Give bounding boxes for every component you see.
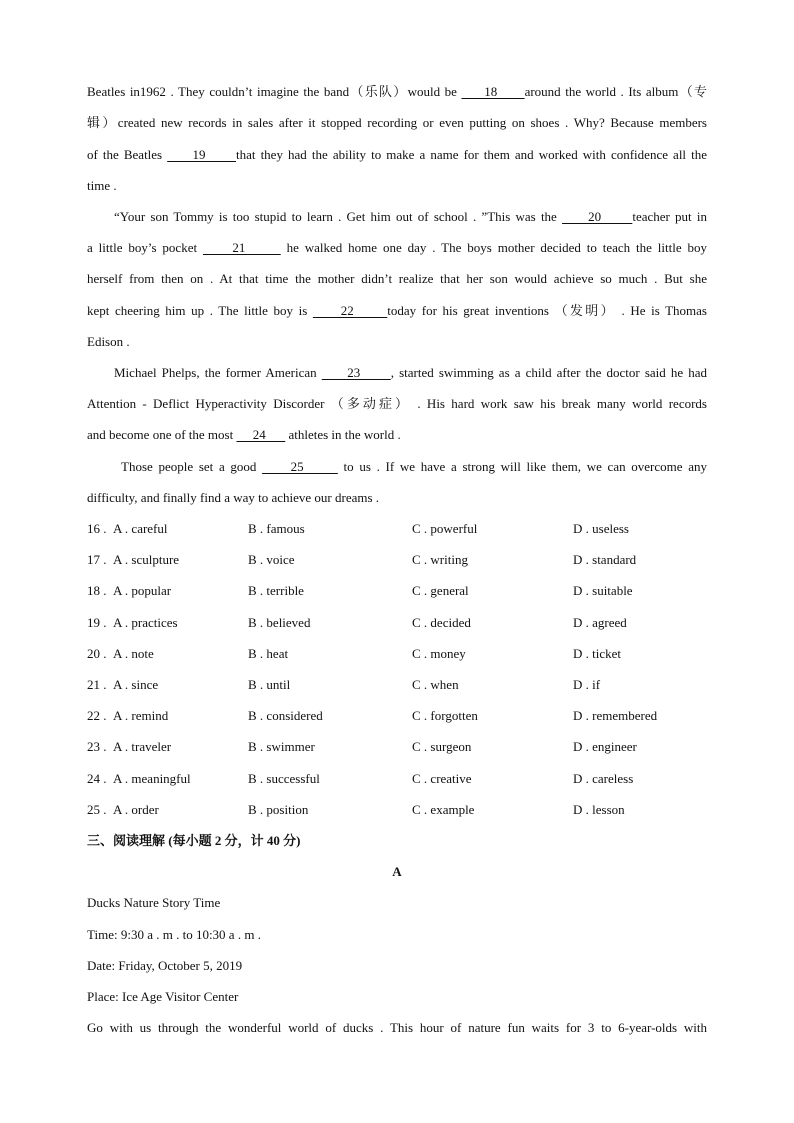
option-a: A . practices [113, 615, 178, 630]
option-a: A . popular [113, 583, 172, 598]
option-d: D . careless [573, 771, 634, 786]
question-number: 20 . [87, 646, 107, 661]
blank-19: 19 [167, 147, 236, 162]
option-d: D . lesson [573, 802, 625, 817]
passage-text: Those people set a good [121, 459, 263, 474]
passage-line [87, 426, 707, 444]
option-a: A . since [113, 677, 159, 692]
option-c: C . powerful [412, 521, 478, 536]
question-number: 16 . [87, 521, 107, 536]
passage-text: around the world . Its album（专 [524, 84, 708, 99]
option-c: C . creative [412, 771, 472, 786]
option-b: B . believed [248, 615, 311, 630]
passage-line: 辑）created new records in sales after it stopped recording or even putting on shoes . Why? Because members [87, 115, 707, 130]
passage-line [87, 239, 707, 257]
notice-body: Go with us through the wonderful world of ducks . This hour of nature fun waits for 3 to 6-year-olds with [87, 1020, 707, 1035]
option-c: C . surgeon [412, 739, 472, 754]
question-number: 19 . [87, 615, 107, 630]
passage-line [87, 302, 707, 320]
blank-20: 20 [562, 209, 633, 224]
notice-date: Date: Friday, October 5, 2019 [87, 958, 243, 973]
option-c: C . general [412, 583, 469, 598]
passage-line: Edison . [87, 334, 130, 349]
passage-text: to us . If we have a strong will like them, we can overcome any [337, 459, 708, 474]
option-c: C . example [412, 802, 475, 817]
passage-text: teacher put in [632, 209, 707, 224]
question-number: 24 . [87, 771, 107, 786]
passage-text: and become one of the most [87, 427, 237, 442]
passage-line: herself from then on . At that time the mother didn’t realize that her son would achieve so much . But she [87, 271, 707, 286]
option-d: D . remembered [573, 708, 658, 723]
option-c: C . decided [412, 615, 471, 630]
passage-line [87, 146, 707, 164]
passage-line: Attention - Deflict Hyperactivity Discorder （多动症） . His hard work saw his break many world records [87, 396, 707, 411]
blank-21: 21 [202, 240, 281, 255]
passage-line [121, 458, 707, 476]
option-c: C . when [412, 677, 459, 692]
notice-place: Place: Ice Age Visitor Center [87, 989, 239, 1004]
option-a: A . sculpture [113, 552, 180, 567]
question-number: 23 . [87, 739, 107, 754]
passage-line [114, 364, 707, 382]
option-d: D . if [573, 677, 601, 692]
passage-text: Michael Phelps, the former American [114, 365, 322, 380]
notice-time: Time: 9:30 a . m . to 10:30 a . m . [87, 927, 261, 942]
option-b: B . heat [248, 646, 289, 661]
option-b: B . until [248, 677, 291, 692]
blank-22: 22 [312, 303, 388, 318]
option-b: B . considered [248, 708, 323, 723]
passage-text: , started swimming as a child after the doctor said he had [390, 365, 707, 380]
option-d: D . agreed [573, 615, 627, 630]
blank-18: 18 [461, 84, 525, 99]
passage-text: Beatles in1962 . They couldn’t imagine the band（乐队）would be [87, 84, 462, 99]
passage-line: difficulty, and finally find a way to achieve our dreams . [87, 490, 380, 505]
passage-text: that they had the ability to make a name for them and worked with confidence all the [236, 147, 707, 162]
passage-text: he walked home one day . The boys mother decided to teach the little boy [280, 240, 708, 255]
passage-line [114, 208, 707, 226]
question-number: 25 . [87, 802, 107, 817]
option-d: D . standard [573, 552, 637, 567]
option-a: A . note [113, 646, 154, 661]
option-c: C . money [412, 646, 466, 661]
option-d: D . suitable [573, 583, 633, 598]
option-a: A . meaningful [113, 771, 191, 786]
option-b: B . swimmer [248, 739, 315, 754]
option-c: C . forgotten [412, 708, 478, 723]
passage-text: “Your son Tommy is too stupid to learn . Get him out of school . ”This was the [114, 209, 563, 224]
blank-23: 23 [321, 365, 391, 380]
option-b: B . successful [248, 771, 320, 786]
passage-text: athletes in the world . [285, 427, 401, 442]
option-d: D . engineer [573, 739, 637, 754]
passage-text: today for his great inventions （发明） . He is Thomas [387, 303, 707, 318]
part-label: A [392, 864, 402, 879]
notice-title: Ducks Nature Story Time [87, 895, 221, 910]
option-a: A . traveler [113, 739, 172, 754]
passage-text: a little boy’s pocket [87, 240, 203, 255]
option-d: D . useless [573, 521, 629, 536]
option-b: B . famous [248, 521, 305, 536]
question-number: 18 . [87, 583, 107, 598]
question-number: 22 . [87, 708, 107, 723]
question-number: 17 . [87, 552, 107, 567]
passage-text: of the Beatles [87, 147, 168, 162]
option-b: B . voice [248, 552, 295, 567]
passage-line [87, 83, 707, 101]
option-d: D . ticket [573, 646, 622, 661]
blank-25: 25 [262, 459, 338, 474]
passage-line: time . [87, 178, 117, 193]
option-b: B . terrible [248, 583, 304, 598]
option-a: A . remind [113, 708, 169, 723]
blank-24: 24 [236, 427, 286, 442]
option-b: B . position [248, 802, 309, 817]
option-a: A . careful [113, 521, 168, 536]
passage-text: kept cheering him up . The little boy is [87, 303, 313, 318]
option-a: A . order [113, 802, 159, 817]
question-number: 21 . [87, 677, 107, 692]
option-c: C . writing [412, 552, 468, 567]
section-heading: 三、阅读理解 (每小题 2 分，计 40 分) [87, 833, 301, 848]
